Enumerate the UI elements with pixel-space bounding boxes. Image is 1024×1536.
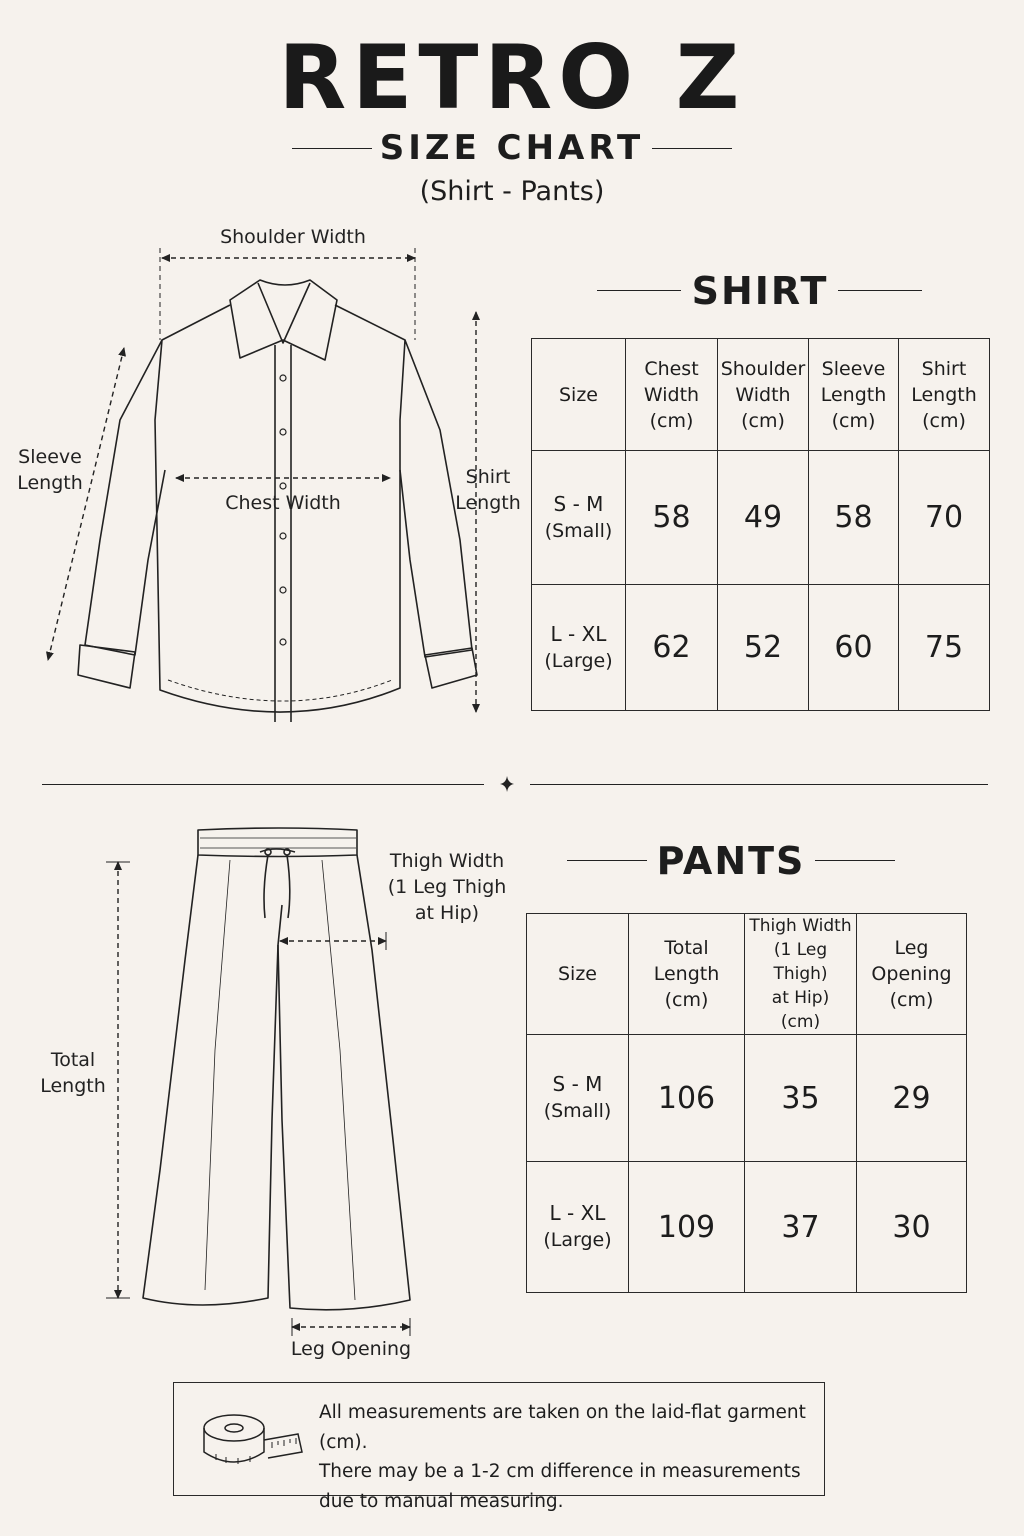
note-line-3: due to manual measuring.	[319, 1490, 564, 1512]
pants-header-size: Size	[527, 914, 629, 1035]
page-title: SIZE CHART	[379, 128, 645, 168]
measurement-note	[319, 1398, 819, 1516]
sleeve-length-label-2: Length	[17, 472, 83, 494]
shirt-header-shoulder: Shoulder Width (cm)	[718, 339, 809, 451]
value-cell: 37	[745, 1162, 857, 1293]
value-cell: 62	[626, 585, 718, 711]
note-line-2: There may be a 1-2 cm difference in measurements	[319, 1461, 801, 1482]
value-cell: 52	[718, 585, 809, 711]
pants-rule-left	[567, 860, 647, 861]
value-cell: 30	[857, 1162, 967, 1293]
value-cell: 35	[745, 1035, 857, 1162]
size-cell: S - M (Small)	[527, 1035, 629, 1162]
note-line-1: All measurements are taken on the laid-flat garment (cm).	[319, 1402, 806, 1453]
shirt-header-sleeve: Sleeve Length (cm)	[809, 339, 899, 451]
thigh-width-label-2: (1 Leg Thigh	[387, 876, 507, 898]
sleeve-length-label-1: Sleeve	[18, 446, 82, 468]
pants-header-total-length: Total Length (cm)	[629, 914, 745, 1035]
shirt-header-chest: Chest Width (cm)	[626, 339, 718, 451]
total-length-label-1: Total	[50, 1049, 96, 1071]
total-length-label-2: Length	[40, 1075, 106, 1097]
pants-size-table	[526, 913, 967, 1293]
leg-opening-label: Leg Opening	[290, 1338, 412, 1360]
brand-title: RETRO Z	[278, 26, 746, 129]
value-cell: 75	[899, 585, 990, 711]
pants-table-header-row	[527, 914, 967, 1035]
value-cell: 106	[629, 1035, 745, 1162]
size-cell: L - XL (Large)	[527, 1162, 629, 1293]
thigh-width-label-3: at Hip)	[414, 902, 480, 924]
pants-header-thigh-width: Thigh Width (1 Leg Thigh) at Hip) (cm)	[745, 914, 857, 1035]
value-cell: 49	[718, 451, 809, 585]
chest-width-label: Chest Width	[225, 492, 341, 514]
shirt-header-size: Size	[532, 339, 626, 451]
value-cell: 70	[899, 451, 990, 585]
shoulder-width-label: Shoulder Width	[220, 226, 366, 248]
page-subtitle: (Shirt - Pants)	[419, 176, 605, 207]
thigh-width-label-1: Thigh Width	[389, 850, 505, 872]
shirt-length-label-2: Length	[455, 492, 521, 514]
pants-rule-right	[815, 860, 895, 861]
size-cell: S - M (Small)	[532, 451, 626, 585]
value-cell: 29	[857, 1035, 967, 1162]
pants-section-title: PANTS	[656, 839, 806, 883]
table-row	[527, 1035, 967, 1162]
size-cell: L - XL (Large)	[532, 585, 626, 711]
value-cell: 58	[626, 451, 718, 585]
value-cell: 109	[629, 1162, 745, 1293]
shirt-header-length: Shirt Length (cm)	[899, 339, 990, 451]
value-cell: 60	[809, 585, 899, 711]
tape-measure-icon	[198, 1406, 308, 1476]
shirt-section-title: SHIRT	[691, 269, 829, 313]
pants-header-leg-opening: Leg Opening (cm)	[857, 914, 967, 1035]
shirt-length-label-1: Shirt	[465, 466, 511, 488]
table-row	[527, 1162, 967, 1293]
value-cell: 58	[809, 451, 899, 585]
